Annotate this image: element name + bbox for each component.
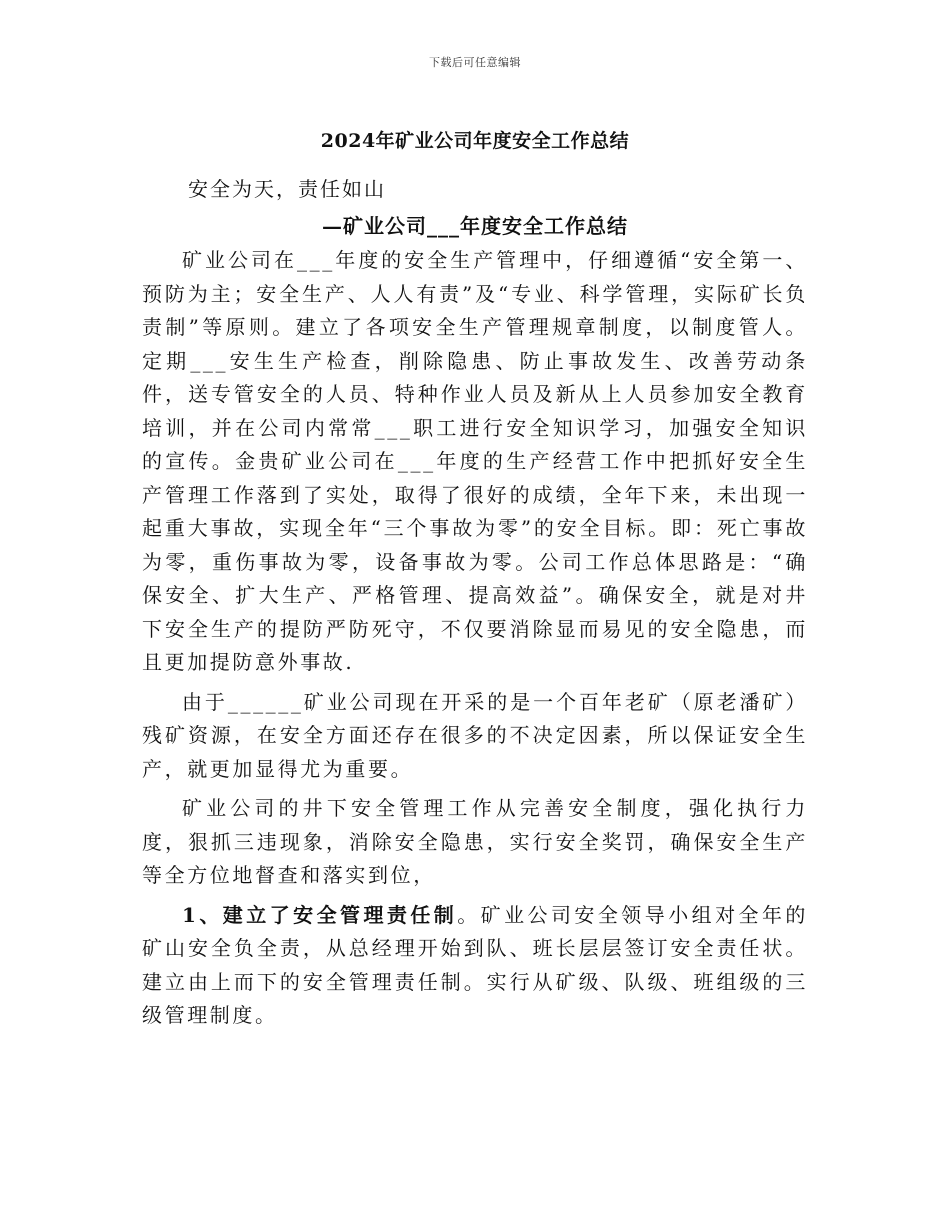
section-1-heading: 1、建立了安全管理责任制 (182, 902, 458, 927)
paragraph-section-1 (142, 899, 808, 1033)
paragraph-intro: 矿业公司在___年度的安全生产管理中，仔细遵循“安全第一、预防为主；安全生产、人人有责”及“专业、科学管理，实际矿长负责制”等原则。建立了各项安全生产管理规章制度，以制度管人。定期___安生生产检查，削除隐患、防止事故发生、改善劳动条件，送专管安全的人员、特种作业人员及新从上人员参加安全教育培训，并在公司内常常___职工进行安全知识学习，加强安全知识的宣传。金贵矿业公司在___年度的生产经营工作中把抓好安全生产管理工作落到了实处，取得了很好的成绩，全年下来，未出现一起重大事故，实现全年“三个事故为零”的安全目标。即：死亡事故为零，重伤事故为零，设备事故为零。公司工作总体思路是：“确保安全、扩大生产、严格管理、提高效益”。确保安全，就是对井下安全生产的提防严防死守，不仅要消除显而易见的安全隐患，而且更加提防意外事故. (142, 248, 808, 674)
paragraph-background: 由于______矿业公司现在开采的是一个百年老矿（原老潘矿）残矿资源，在安全方面还存在很多的不决定因素，所以保证安全生产，就更加显得尤为重要。 (142, 689, 808, 781)
header-note: 下载后可任意编辑 (429, 56, 521, 69)
subtitle-slogan: 安全为天，责任如山 (188, 177, 386, 201)
paragraph-overview: 矿业公司的井下安全管理工作从完善安全制度，强化执行力度，狠抓三违现象，消除安全隐患，实行安全奖罚，确保安全生产等全方位地督查和落实到位， (142, 796, 808, 887)
document-title: 2024年矿业公司年度安全工作总结 (320, 130, 630, 152)
subtitle-report: —矿业公司___年度安全工作总结 (322, 214, 628, 238)
body-text (142, 244, 808, 1039)
section-1-text: 。矿业公司安全领导小组对全年的矿山安全负全责，从总经理开始到队、班长层层签订安全责任状。建立由上而下的安全管理责任制。实行从矿级、队级、班组级的三级管理制度。 (142, 902, 808, 1027)
